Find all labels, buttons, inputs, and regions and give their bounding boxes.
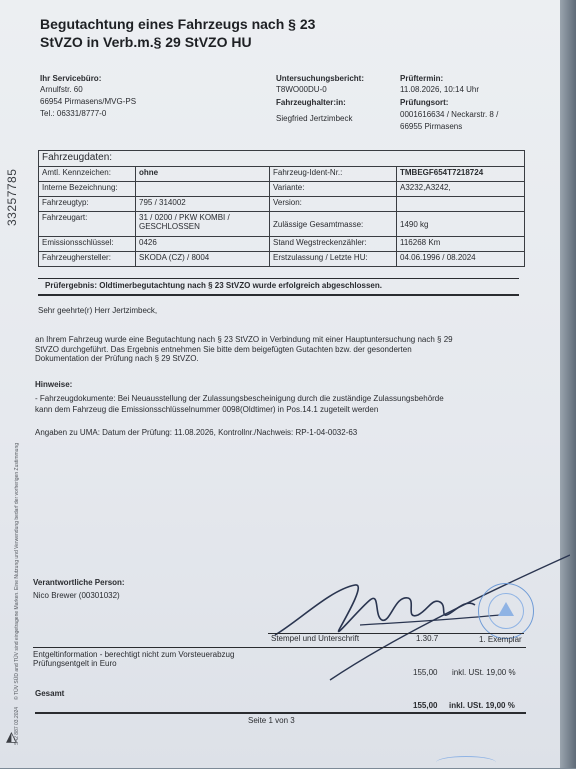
reference-code: 1.30.7 [416,634,439,643]
fee-label: Prüfungsentgelt in Euro [33,659,117,668]
vehicle-data-heading: Fahrzeugdaten: [39,151,525,167]
field-label: Fahrzeug-Ident-Nr.: [270,167,397,182]
margin-legal-text [14,443,20,745]
field-label: Zulässige Gesamtmasse: [270,212,397,237]
service-office-phone: Tel.: 06331/8777-0 [40,109,107,118]
field-label: Stand Wegstreckenzähler: [270,237,397,252]
stamp-partial-icon [436,756,496,769]
table-row [39,197,525,212]
field-label: Fahrzeugtyp: [39,197,136,212]
exam-place-line1: 0001616634 / Neckarstr. 8 / [400,110,499,119]
letter-paragraph-line1: an Ihrem Fahrzeug wurde eine Begutachtung nach § 23 StVZO in Verbindung mit einer Hauptuntersuchung nach § 29 [35,335,453,344]
document-serial-number: 33257785 [5,168,19,226]
total-amount: 155,00 [413,701,438,710]
fee-amount: 155,00 [413,668,438,677]
table-row [39,252,525,267]
total-rule [35,712,526,714]
exam-place-label: Prüfungsort: [400,98,449,107]
field-value: 795 / 314002 [136,197,270,212]
uma-details: Angaben zu UMA: Datum der Prüfung: 11.08.2026, Kontrollnr./Nachweis: RP-1-04-0032-63 [35,428,358,437]
margin-print-code: S42 887 03.2024 [14,706,20,745]
field-value: ohne [136,167,270,182]
hints-line1: - Fahrzeugdokumente: Bei Neuausstellung der Zulassungsbescheinigung durch die zuständige Zulassungsbehörde [35,394,444,403]
field-value: 0426 [136,237,270,252]
official-stamp-icon [478,583,534,639]
total-tax: inkl. USt. 19,00 % [449,701,515,710]
inspection-result: Prüfergebnis: Oldtimerbegutachtung nach § 23 StVZO wurde erfolgreich abgeschlossen. [45,281,382,290]
field-value: 116268 Km [397,237,525,252]
tuv-logo-icon: ◭ [6,728,17,744]
hints-line2: kann dem Fahrzeug die Emissionsschlüsselnummer 0098(Oldtimer) in Pos.14.1 zugeteilt werden [35,405,379,414]
copy-number: 1. Exemplar [479,635,522,644]
stamp-inner-ring [488,593,524,629]
fee-tax: inkl. USt. 19,00 % [452,668,516,677]
field-value: A3232,A3242, [397,182,525,197]
service-office-city: 66954 Pirmasens/MVG-PS [40,97,137,106]
table-row [39,182,525,197]
vehicle-owner-label: Fahrzeughalter:in: [276,98,346,107]
service-office-street: Arnulfstr. 60 [40,85,83,94]
page-number: Seite 1 von 3 [248,716,295,725]
field-value: 04.06.1996 / 08.2024 [397,252,525,267]
exam-place-line2: 66955 Pirmasens [400,122,463,131]
document-title-line2: StVZO in Verb.m.§ 29 StVZO HU [40,34,252,50]
field-label: Variante: [270,182,397,197]
vin-value: TMBEGF654T7218724 [397,167,525,182]
stamp-triangle-icon [498,602,514,616]
responsible-person-name: Nico Brewer (00301032) [33,591,120,600]
service-office-label: Ihr Servicebüro: [40,74,102,83]
field-value: 1490 kg [397,212,525,237]
field-label: Emissionsschlüssel: [39,237,136,252]
letter-paragraph-line2: StVZO durchgeführt. Das Ergebnis entnehmen Sie bitte dem beigefügten Gutachten bzw. der gesonderten [35,345,412,354]
fees-top-rule [33,647,526,648]
field-label: Fahrzeughersteller: [39,252,136,267]
field-label: Fahrzeugart: [39,212,136,237]
field-label: Version: [270,197,397,212]
hints-heading: Hinweise: [35,380,73,389]
field-value [136,182,270,197]
exam-date-value: 11.08.2026, 10:14 Uhr [400,85,480,94]
stamp-signature-label: Stempel und Unterschrift [271,634,360,643]
margin-copyright-text: © TÜV SÜD and TÜV sind eingetragene Marken. Eine Nutzung und Verwendung bedarf der vorherigen Zustimmung [14,442,20,700]
vehicle-data-table [38,150,525,267]
total-label: Gesamt [35,689,65,698]
table-row [39,212,525,237]
report-label: Untersuchungsbericht: [276,74,365,83]
document-title-line1: Begutachtung eines Fahrzeugs nach § 23 [40,16,316,32]
exam-date-label: Prüftermin: [400,74,444,83]
responsible-person-label: Verantwortliche Person: [33,578,125,587]
result-top-rule [38,278,519,279]
field-value: SKODA (CZ) / 8004 [136,252,270,267]
salutation: Sehr geehrte(r) Herr Jertzimbeck, [38,306,158,315]
field-value: 31 / 0200 / PKW KOMBI / GESCHLOSSEN [136,212,270,237]
fee-info-text: Entgeltinformation - berechtigt nicht zum Vorsteuerabzug [33,650,235,659]
result-bottom-rule [38,294,519,296]
field-label: Interne Bezeichnung: [39,182,136,197]
field-label: Amtl. Kennzeichen: [39,167,136,182]
letter-paragraph-line3: Dokumentation der Prüfung nach § 29 StVZO. [35,354,199,363]
field-value [397,197,525,212]
vehicle-owner-name: Siegfried Jertzimbeck [276,114,353,123]
report-number: T8WO00DU-0 [276,85,327,94]
field-label: Erstzulassung / Letzte HU: [270,252,397,267]
table-row [39,237,525,252]
table-row [39,167,525,182]
